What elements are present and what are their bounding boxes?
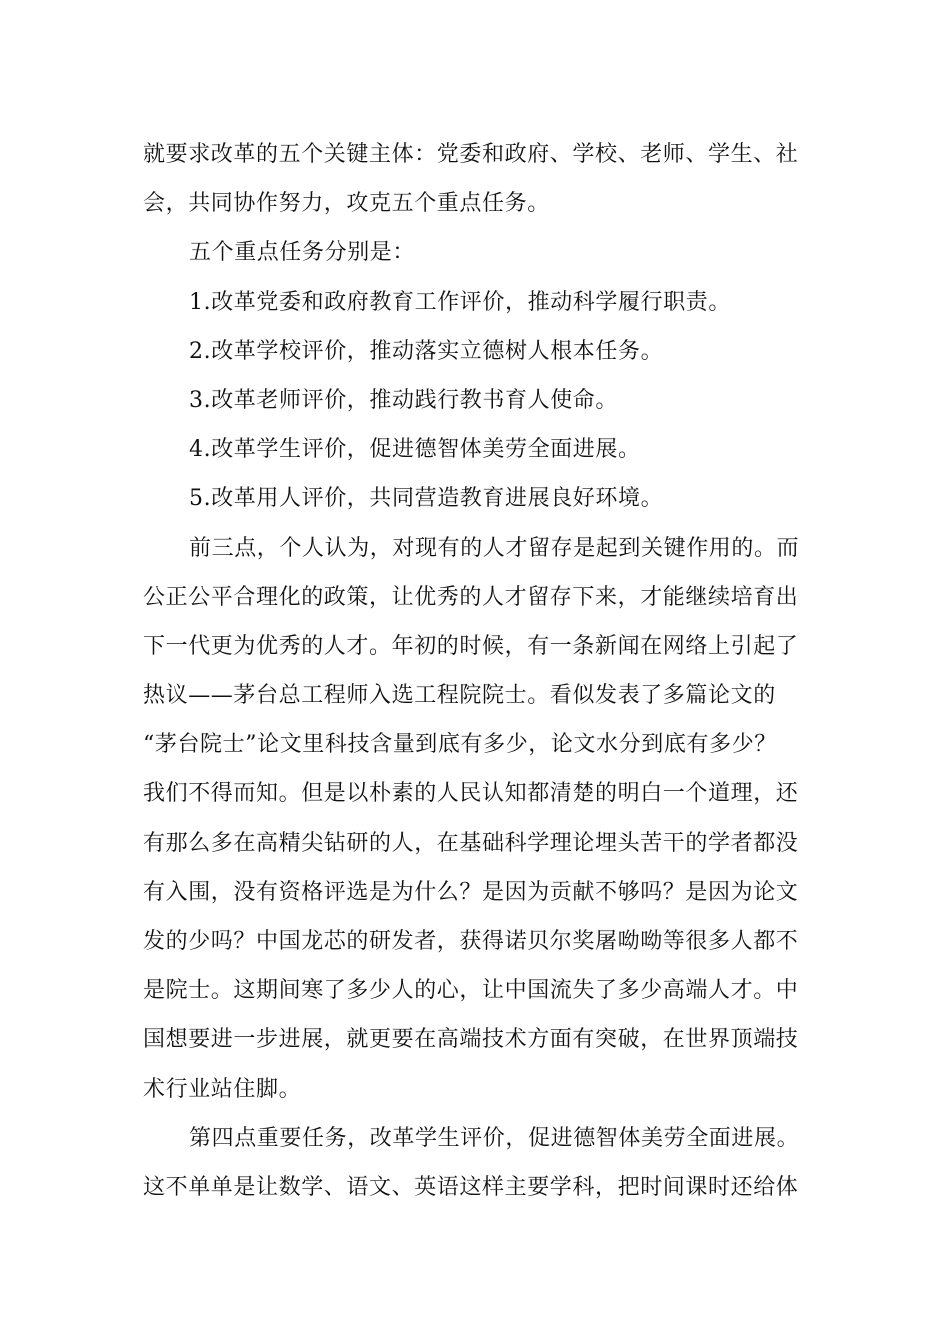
text-line: 就要求改革的五个关键主体：党委和政府、学校、老师、学生、社 [143,142,799,167]
text-line: 五个重点任务分别是： [189,240,416,266]
text-line: 公正公平合理化的政策，让优秀的人才留存下来，才能继续培育出 [143,584,799,610]
text-line: 下一代更为优秀的人才。年初的时候，有一条新闻在网络上引起了 [143,633,799,659]
text-line: 5.改革用人评价，共同营造教育进展良好环境。 [189,486,664,512]
text-line: 热议——茅台总工程师入选工程院院士。看似发表了多篇论文的 [143,683,776,709]
text-line: 1.改革党委和政府教育工作评价，推动科学履行职责。 [189,289,731,315]
text-line: 国想要进一步进展，就更要在高端技术方面有突破，在世界顶端技 [143,1027,799,1053]
text-line: 3.改革老师评价，推动践行教书育人使命。 [189,387,618,413]
text-line: 会，共同协作努力，攻克五个重点任务。 [143,191,550,217]
text-line: 发的少吗？中国龙芯的研发者，获得诺贝尔奖屠呦呦等很多人都不 [143,929,799,954]
text-line: 这不单单是让数学、语文、英语这样主要学科，把时间课时还给体 [143,1174,799,1200]
text-line: 前三点，个人认为，对现有的人才留存是起到关键作用的。而 [189,535,800,561]
text-line: 有那么多在高精尖钻研的人，在基础科学理论埋头苦干的学者都没 [143,830,799,856]
text-line: 第四点重要任务，改革学生评价，促进德智体美劳全面进展。 [189,1125,800,1151]
text-line: 我们不得而知。但是以朴素的人民认知都清楚的明白一个道理，还 [143,781,799,807]
document-body [143,130,811,1212]
text-line: 2.改革学校评价，推动落实立德树人根本任务。 [189,338,664,364]
text-line: 术行业站住脚。 [143,1076,302,1102]
text-line: 有入围，没有资格评选是为什么？是因为贡献不够吗？是因为论文 [143,879,799,905]
text-line: “茅台院士”论文里科技含量到底有多少，论文水分到底有多少？ [143,732,777,758]
text-line: 是院士。这期间寒了多少人的心，让中国流失了多少高端人才。中 [143,978,799,1004]
text-line: 4.改革学生评价，促进德智体美劳全面进展。 [189,437,641,463]
